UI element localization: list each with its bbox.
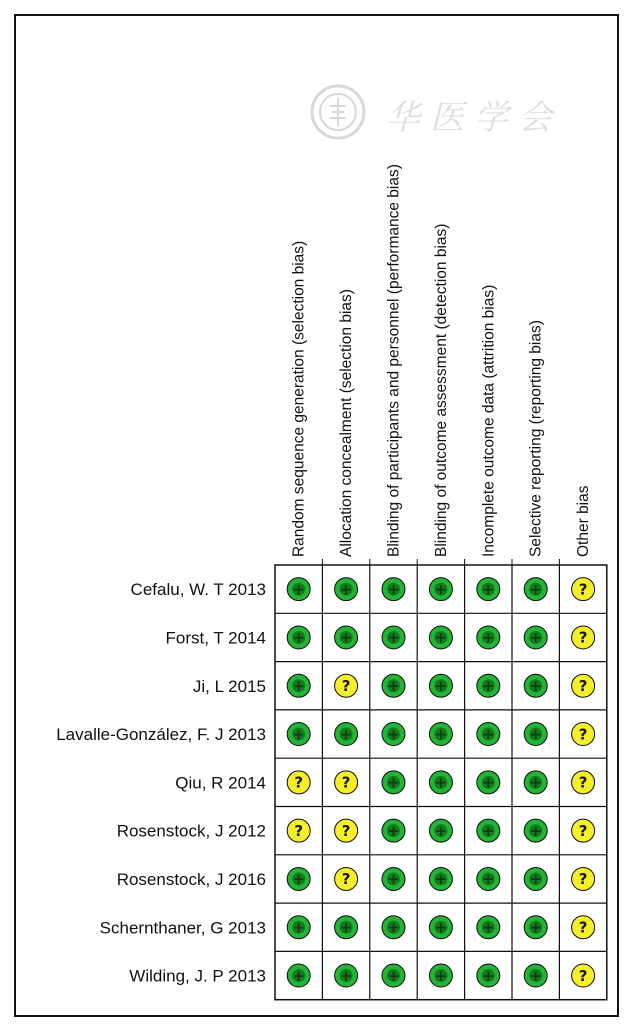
risk-symbol: ? xyxy=(294,773,304,792)
study-label: Wilding, J. P 2013 xyxy=(129,966,266,986)
risk-symbol: + xyxy=(387,966,400,985)
risk-symbol: + xyxy=(482,580,495,599)
risk-symbol: + xyxy=(434,918,448,937)
risk-symbol: + xyxy=(339,725,353,744)
risk-symbol: ? xyxy=(578,725,588,744)
risk-symbol: + xyxy=(387,725,400,744)
risk-symbol: + xyxy=(387,918,400,937)
risk-symbol: ? xyxy=(578,773,588,792)
risk-symbol: + xyxy=(482,821,495,840)
risk-symbol: + xyxy=(482,676,495,695)
column-header: Blinding of outcome assessment (detection bias) xyxy=(432,223,450,557)
risk-symbol: + xyxy=(529,773,542,792)
risk-symbol: ? xyxy=(341,870,351,889)
risk-symbol: ? xyxy=(578,821,588,840)
risk-symbol: + xyxy=(339,918,353,937)
risk-symbol: + xyxy=(292,966,305,985)
study-label: Rosenstock, J 2012 xyxy=(116,821,266,841)
risk-symbol: + xyxy=(529,966,542,985)
risk-symbol: + xyxy=(482,870,495,889)
figure-frame xyxy=(14,14,619,1017)
risk-symbol: ? xyxy=(578,918,588,937)
risk-symbol: + xyxy=(434,628,448,647)
risk-symbol: + xyxy=(434,580,448,599)
risk-symbol: + xyxy=(529,918,542,937)
study-label: Cefalu, W. T 2013 xyxy=(130,580,266,600)
column-header: Random sequence generation (selection bias) xyxy=(290,240,308,557)
risk-symbol: + xyxy=(292,676,305,695)
column-header: Other bias xyxy=(575,485,593,557)
study-label: Rosenstock, J 2016 xyxy=(116,869,266,889)
column-header: Incomplete outcome data (attrition bias) xyxy=(480,284,498,557)
risk-symbol: + xyxy=(529,628,542,647)
risk-symbol: + xyxy=(387,870,400,889)
risk-symbol: + xyxy=(387,773,400,792)
risk-symbol: + xyxy=(292,918,305,937)
risk-symbol: + xyxy=(529,676,542,695)
risk-symbol: + xyxy=(529,580,542,599)
risk-symbol: + xyxy=(387,821,400,840)
risk-symbol: + xyxy=(434,773,448,792)
risk-of-bias-chart xyxy=(16,16,617,1015)
risk-symbol: + xyxy=(529,870,542,889)
risk-symbol: ? xyxy=(578,580,588,599)
risk-symbol: + xyxy=(339,628,353,647)
risk-symbol: ? xyxy=(341,773,351,792)
study-label: Lavalle-González, F. J 2013 xyxy=(56,725,266,745)
risk-symbol: ? xyxy=(294,821,304,840)
risk-symbol: + xyxy=(387,676,400,695)
study-label: Ji, L 2015 xyxy=(192,676,266,696)
risk-symbol: + xyxy=(482,918,495,937)
risk-symbol: + xyxy=(482,725,495,744)
study-label: Forst, T 2014 xyxy=(165,628,266,648)
study-label: Qiu, R 2014 xyxy=(175,773,266,793)
column-header: Selective reporting (reporting bias) xyxy=(527,320,545,557)
column-header: Allocation concealment (selection bias) xyxy=(338,289,356,557)
risk-symbol: + xyxy=(529,725,542,744)
risk-symbol: + xyxy=(339,966,353,985)
risk-symbol: + xyxy=(434,676,448,695)
watermark-text: 华医学会 xyxy=(386,98,562,138)
risk-symbol: ? xyxy=(341,676,351,695)
risk-symbol: + xyxy=(434,870,448,889)
risk-symbol: + xyxy=(434,725,448,744)
risk-symbol: + xyxy=(292,725,305,744)
risk-symbol: ? xyxy=(578,870,588,889)
column-header: Blinding of participants and personnel (performance bias) xyxy=(385,164,403,557)
study-label: Schernthaner, G 2013 xyxy=(99,918,266,938)
risk-symbol: ? xyxy=(341,821,351,840)
risk-symbol: + xyxy=(482,966,495,985)
risk-symbol: ? xyxy=(578,966,588,985)
risk-symbol: + xyxy=(482,628,495,647)
risk-symbol: + xyxy=(292,580,305,599)
risk-symbol: + xyxy=(434,821,448,840)
risk-symbol: + xyxy=(339,580,353,599)
risk-symbol: + xyxy=(292,870,305,889)
risk-symbol: + xyxy=(387,580,400,599)
risk-symbol: + xyxy=(434,966,448,985)
risk-symbol: + xyxy=(529,821,542,840)
risk-symbol: + xyxy=(387,628,400,647)
risk-symbol: + xyxy=(292,628,305,647)
risk-symbol: ? xyxy=(578,628,588,647)
risk-symbol: ? xyxy=(578,676,588,695)
risk-symbol: + xyxy=(482,773,495,792)
